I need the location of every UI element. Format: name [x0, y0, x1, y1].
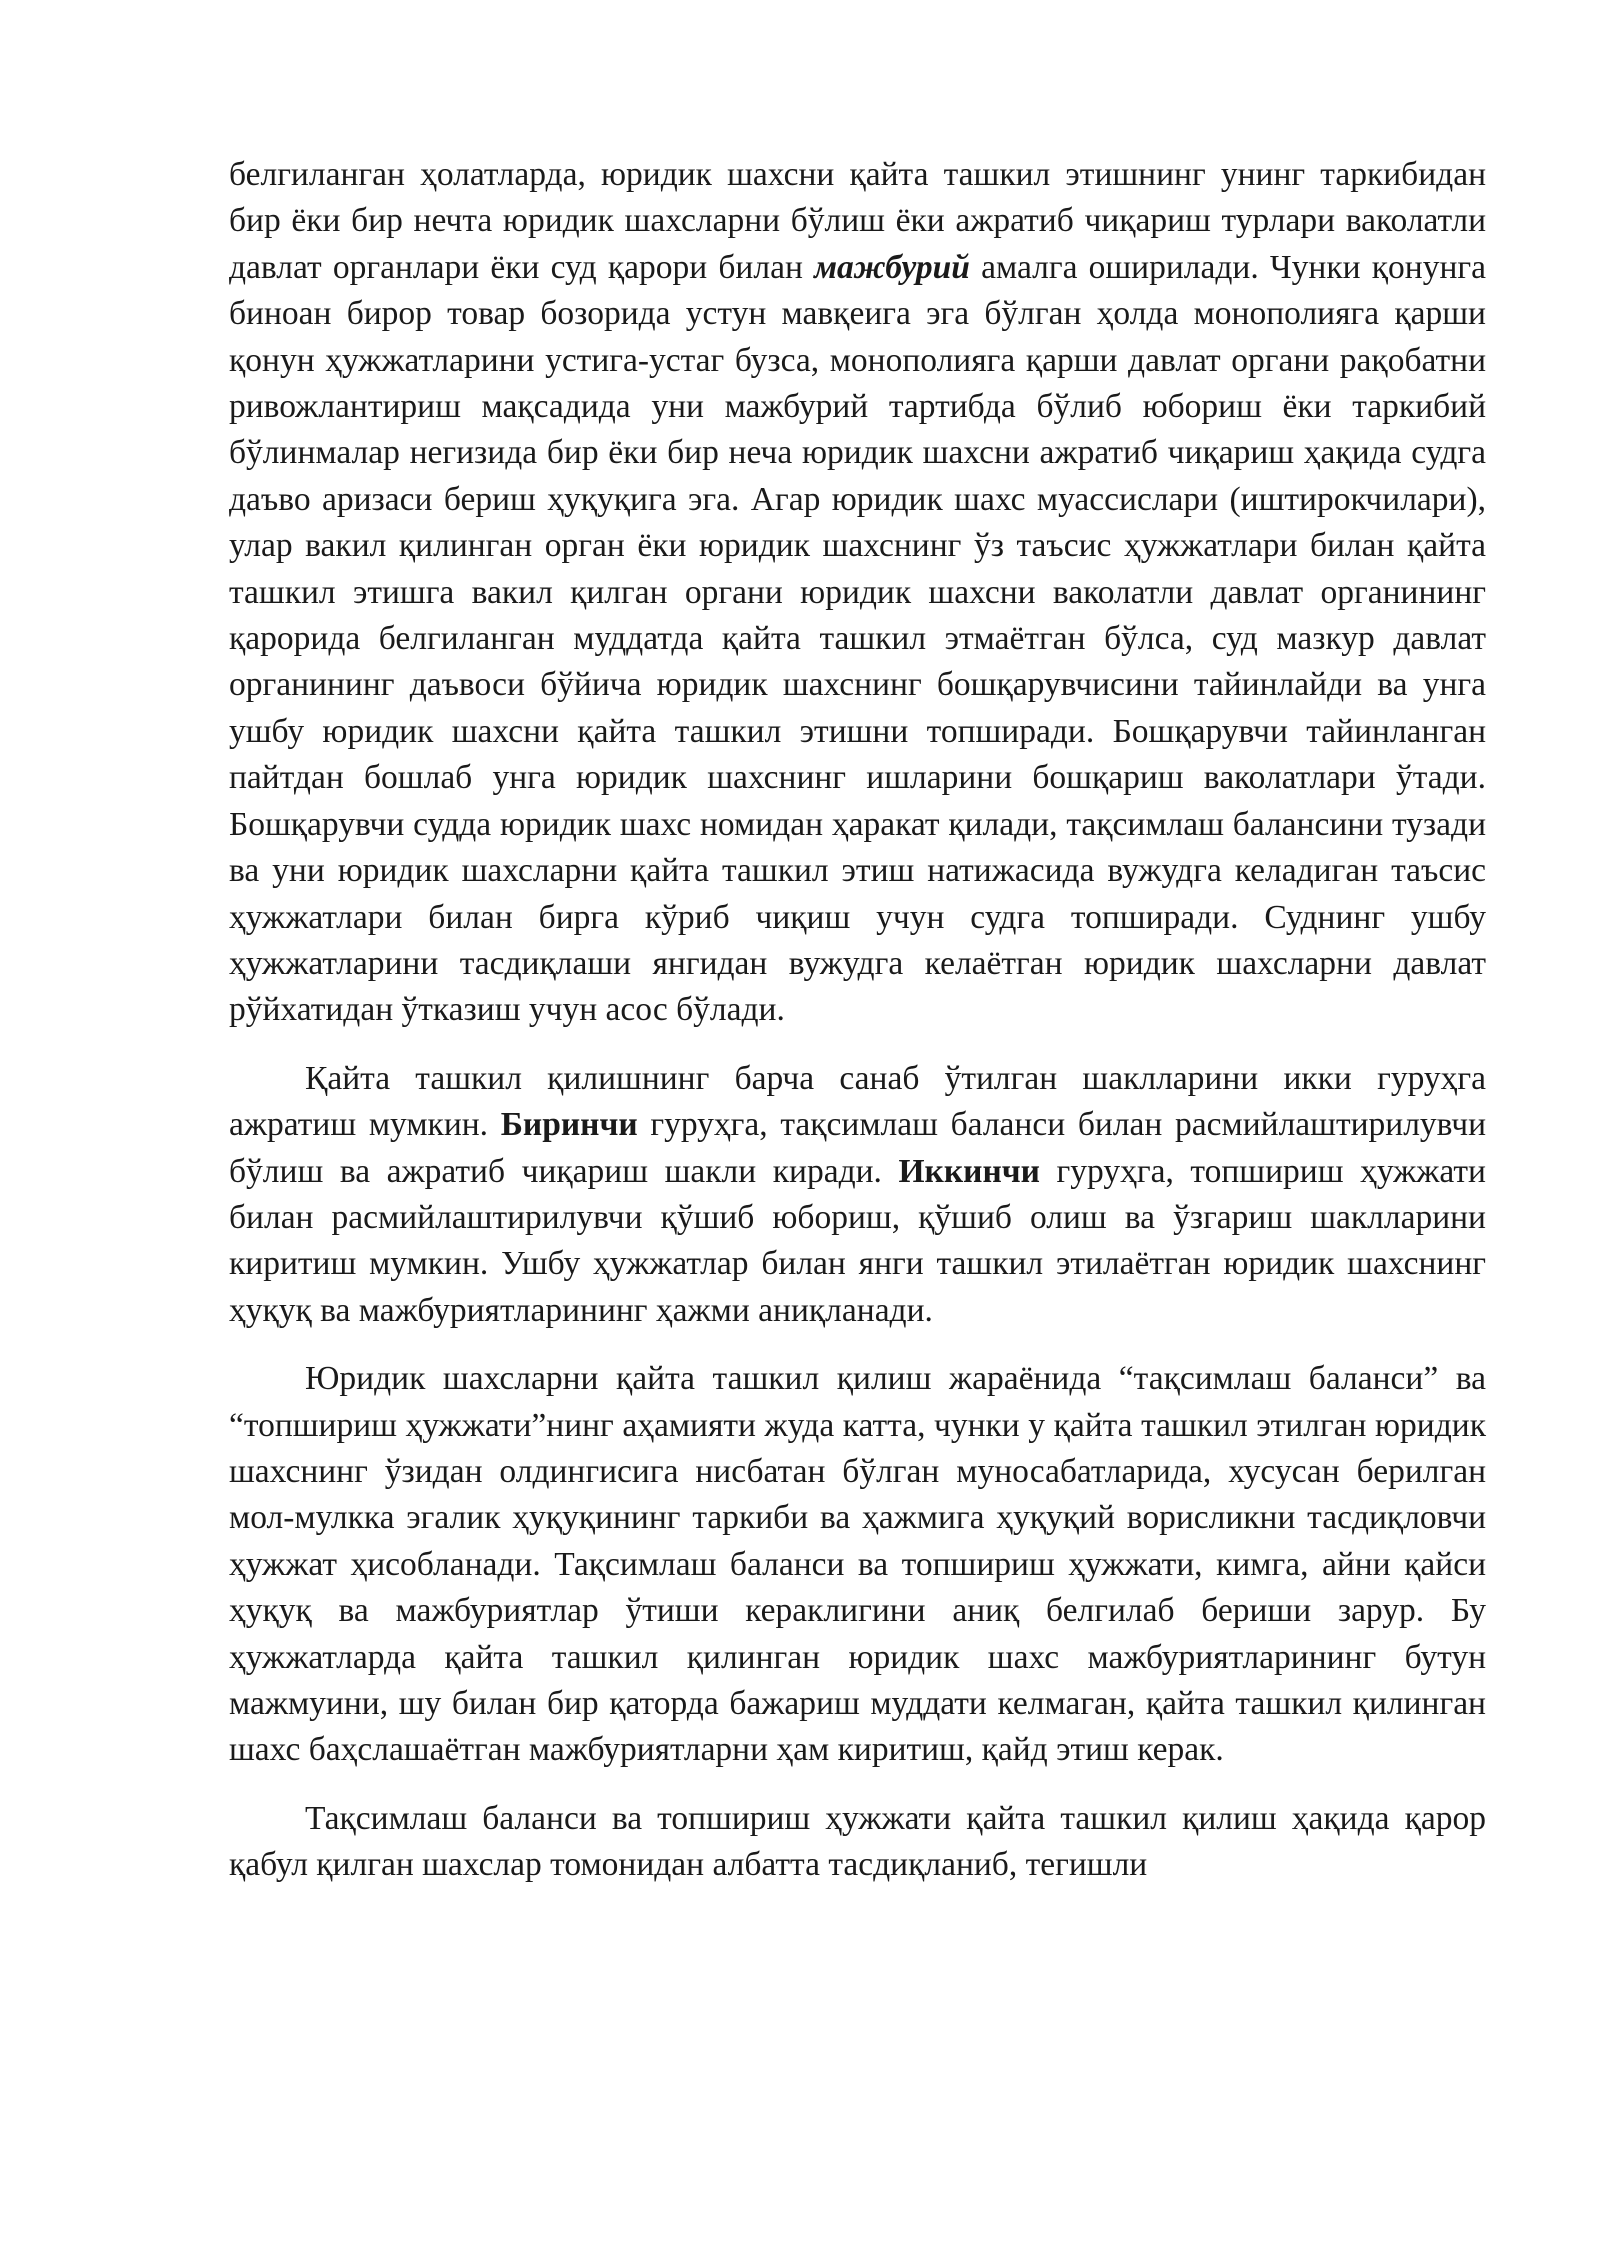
bold-first: Биринчи	[500, 1106, 638, 1144]
paragraph-2-text-b: гуруҳга, тақсимлаш баланси билан расмийлаштирилувчи бўлиш ва ажратиб чиқариш шакли киради.	[229, 1106, 1486, 1190]
paragraph-2	[229, 1056, 1486, 1334]
bold-second: Иккинчи	[898, 1152, 1040, 1190]
paragraph-1-text-a: белгиланган ҳолатларда, юридик шахсни қайта ташкил этишнинг унинг таркибидан бир ёки бир нечта юридик шахсларни бўлиш ёки ажратиб чиқариш турлари ваколатли давлат органлари ёки суд қарори билан	[229, 156, 1486, 286]
paragraph-1	[229, 152, 1486, 1034]
emphasis-mandatory: мажбурий	[814, 248, 970, 286]
paragraph-2-text-a: Қайта ташкил қилишнинг барча санаб ўтилган шаклларини икки гуруҳга ажратиш мумкин.	[229, 1059, 1486, 1144]
paragraph-2-text-c: гуруҳга, топшириш ҳужжати билан расмийлаштирилувчи қўшиб юбориш, қўшиб олиш ва ўзгариш шаклларини киритиш мумкин. Ушбу ҳужжатлар билан янги ташкил этилаётган юридик шахснинг ҳуқуқ ва мажбуриятларининг ҳажми аниқланади.	[229, 1152, 1486, 1329]
document-body	[229, 152, 1486, 1911]
paragraph-3-text: Юридик шахсларни қайта ташкил қилиш жараёнида “тақсимлаш баланси” ва “топшириш ҳужжати”нинг аҳамияти жуда катта, чунки у қайта ташкил этилган юридик шахснинг ўзидан олдингисига нисбатан бўлган муносабатларида, хусусан берилган мол-мулкка эгалик ҳуқуқининг таркиби ва ҳажмига ҳуқуқий ворисликни тасдиқловчи ҳужжат ҳисобланади. Тақсимлаш баланси ва топшириш ҳужжати, кимга, айни қайси ҳуқуқ ва мажбуриятлар ўтиши кераклигини аниқ белгилаб бериши зарур. Бу ҳужжатларда қайта ташкил қилинган юридик шахс мажбуриятларининг бутун мажмуини, шу билан бир қаторда бажариш муддати келмаган, қайта ташкил қилинган шахс баҳслашаётган мажбуриятларни ҳам киритиш, қайд этиш керак.	[229, 1360, 1486, 1769]
paragraph-4-text: Тақсимлаш баланси ва топшириш ҳужжати қайта ташкил қилиш ҳақида қарор қабул қилган шахслар томонидан албатта тасдиқланиб, тегишли	[229, 1799, 1486, 1884]
paragraph-4	[229, 1796, 1486, 1889]
paragraph-1-text-b: амалга оширилади. Чунки қонунга биноан бирор товар бозорида устун мавқеига эга бўлган ҳолда монополияга қарши қонун ҳужжатларини устига-устаг бузса, монополияга қарши давлат органи рақобатни ривожлантириш мақсадида уни мажбурий тартибда бўлиб юбориш ёки таркибий бўлинмалар негизида бир ёки бир неча юридик шахсни ажратиб чиқариш ҳақида судга даъво аризаси бериш ҳуқуқига эга. Агар юридик шахс муассислари (иштирокчилари), улар вакил қилинган орган ёки юридик шахснинг ўз таъсис ҳужжатлари билан қайта ташкил этишга вакил қилган органи юридик шахсни ваколатли давлат органининг қарорида белгиланган муддатда қайта ташкил этмаётган бўлса, суд мазкур давлат органининг даъвоси бўйича юридик шахснинг бошқарувчисини тайинлайди ва унга ушбу юридик шахсни қайта ташкил этишни топширади. Бошқарувчи тайинланган пайтдан бошлаб унга юридик шахснинг ишларини бошқариш ваколатлари ўтади. Бошқарувчи судда юридик шахс номидан ҳаракат қилади, тақсимлаш балансини тузади ва уни юридик шахсларни қайта ташкил этиш натижасида вужудга келадиган таъсис ҳужжатлари билан бирга кўриб чиқиш учун судга топширади. Суднинг ушбу ҳужжатларини тасдиқлаши янгидан вужудга келаётган юридик шахсларни давлат рўйхатидан ўтказиш учун асос бўлади.	[229, 248, 1486, 1029]
paragraph-3	[229, 1356, 1486, 1774]
